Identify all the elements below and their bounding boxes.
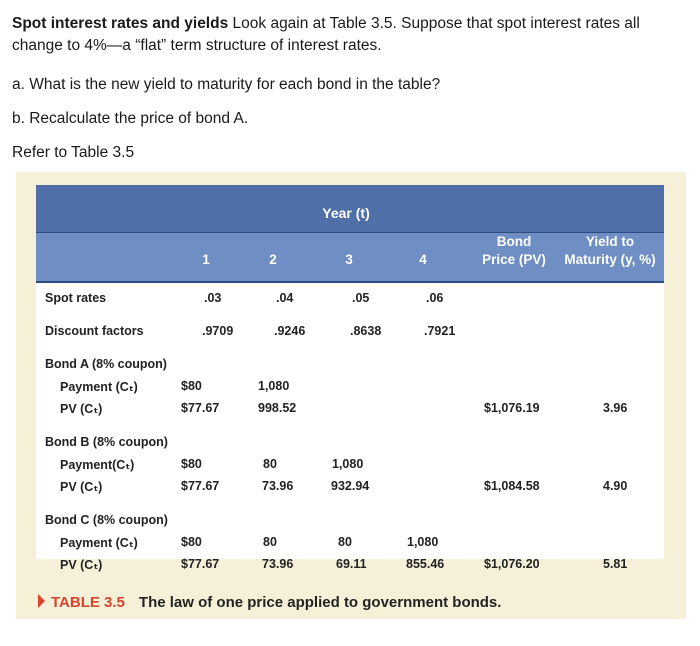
col-year-2: 2: [269, 252, 277, 267]
bond-b-payment-label: Payment(Cₜ): [60, 458, 135, 472]
bond-b-pv-2: 73.96: [262, 479, 294, 493]
discount-4: .7921: [424, 324, 456, 338]
bond-c-ytm: 5.81: [603, 557, 628, 571]
spot-1: .03: [204, 291, 222, 305]
bond-c-payment-3: 80: [338, 535, 352, 549]
caption-number: TABLE 3.5: [51, 594, 125, 611]
question-refer: Refer to Table 3.5: [12, 144, 135, 161]
bond-a-payment-2: 1,080: [258, 379, 290, 393]
bond-c-payment-1: $80: [181, 535, 202, 549]
bond-a-pv-1: $77.67: [181, 401, 220, 415]
bond-c-payment-label: Payment (Cₜ): [60, 536, 138, 550]
bond-a-ytm: 3.96: [603, 401, 628, 415]
bond-c-pv-label: PV (Cₜ): [60, 558, 103, 572]
row-label-spot: Spot rates: [45, 291, 107, 305]
bond-a-pv-label: PV (Cₜ): [60, 402, 103, 416]
bond-a-price: $1,076.19: [484, 401, 540, 415]
bond-a-pv-2: 998.52: [258, 401, 297, 415]
bond-c-payment-4: 1,080: [407, 535, 439, 549]
bond-b-ytm: 4.90: [603, 479, 628, 493]
bond-c-pv-1: $77.67: [181, 557, 220, 571]
bond-table: [36, 185, 664, 572]
header-bottom-rule: [36, 281, 664, 283]
col-year-1: 1: [202, 252, 210, 267]
bond-b-payment-2: 80: [263, 457, 277, 471]
table-header: [36, 185, 664, 281]
spot-3: .05: [352, 291, 370, 305]
bond-c-label: Bond C (8% coupon): [45, 513, 168, 527]
spot-4: .06: [426, 291, 444, 305]
year-header: Year (t): [322, 205, 370, 221]
question-part-a: a. What is the new yield to maturity for each bond in the table?: [12, 76, 441, 93]
discount-2: .9246: [274, 324, 306, 338]
row-label-discount: Discount factors: [45, 324, 144, 338]
question-part-b: b. Recalculate the price of bond A.: [12, 110, 249, 127]
caption-arrow-icon: [38, 594, 45, 608]
bond-c-pv-4: 855.46: [406, 557, 445, 571]
table-panel: [16, 172, 686, 619]
bond-c-price: $1,076.20: [484, 557, 540, 571]
col-price-line2: Price (PV): [482, 252, 546, 267]
bond-b-payment-3: 1,080: [332, 457, 364, 471]
bond-c-payment-2: 80: [263, 535, 277, 549]
question-text: [12, 13, 682, 57]
bond-c-pv-3: 69.11: [336, 557, 367, 571]
bond-b-pv-label: PV (Cₜ): [60, 480, 103, 494]
table-caption: [38, 594, 501, 611]
question-title: Spot interest rates and yields: [12, 15, 229, 32]
spot-2: .04: [276, 291, 294, 305]
bond-b-payment-1: $80: [181, 457, 202, 471]
discount-1: .9709: [202, 324, 234, 338]
bond-a-label: Bond A (8% coupon): [45, 357, 167, 371]
bond-a-payment-label: Payment (Cₜ): [60, 380, 138, 394]
caption-text: The law of one price applied to government bonds.: [138, 594, 502, 611]
col-ytm-line2: Maturity (y, %): [564, 252, 656, 267]
bond-b-pv-1: $77.67: [181, 479, 220, 493]
col-price-line1: Bond: [496, 234, 532, 249]
discount-3: .8638: [350, 324, 382, 338]
bond-a-payment-1: $80: [181, 379, 202, 393]
col-ytm-line1: Yield to: [585, 234, 635, 249]
bond-b-pv-3: 932.94: [331, 479, 370, 493]
col-year-3: 3: [345, 252, 353, 267]
col-year-4: 4: [419, 252, 427, 267]
bond-b-price: $1,084.58: [484, 479, 540, 493]
question-body: Look again at Table 3.5. Suppose that spot interest rates all change to 4%—a “flat” term structure of interest rates.: [12, 15, 640, 54]
bond-c-pv-2: 73.96: [262, 557, 294, 571]
bond-b-label: Bond B (8% coupon): [45, 435, 168, 449]
